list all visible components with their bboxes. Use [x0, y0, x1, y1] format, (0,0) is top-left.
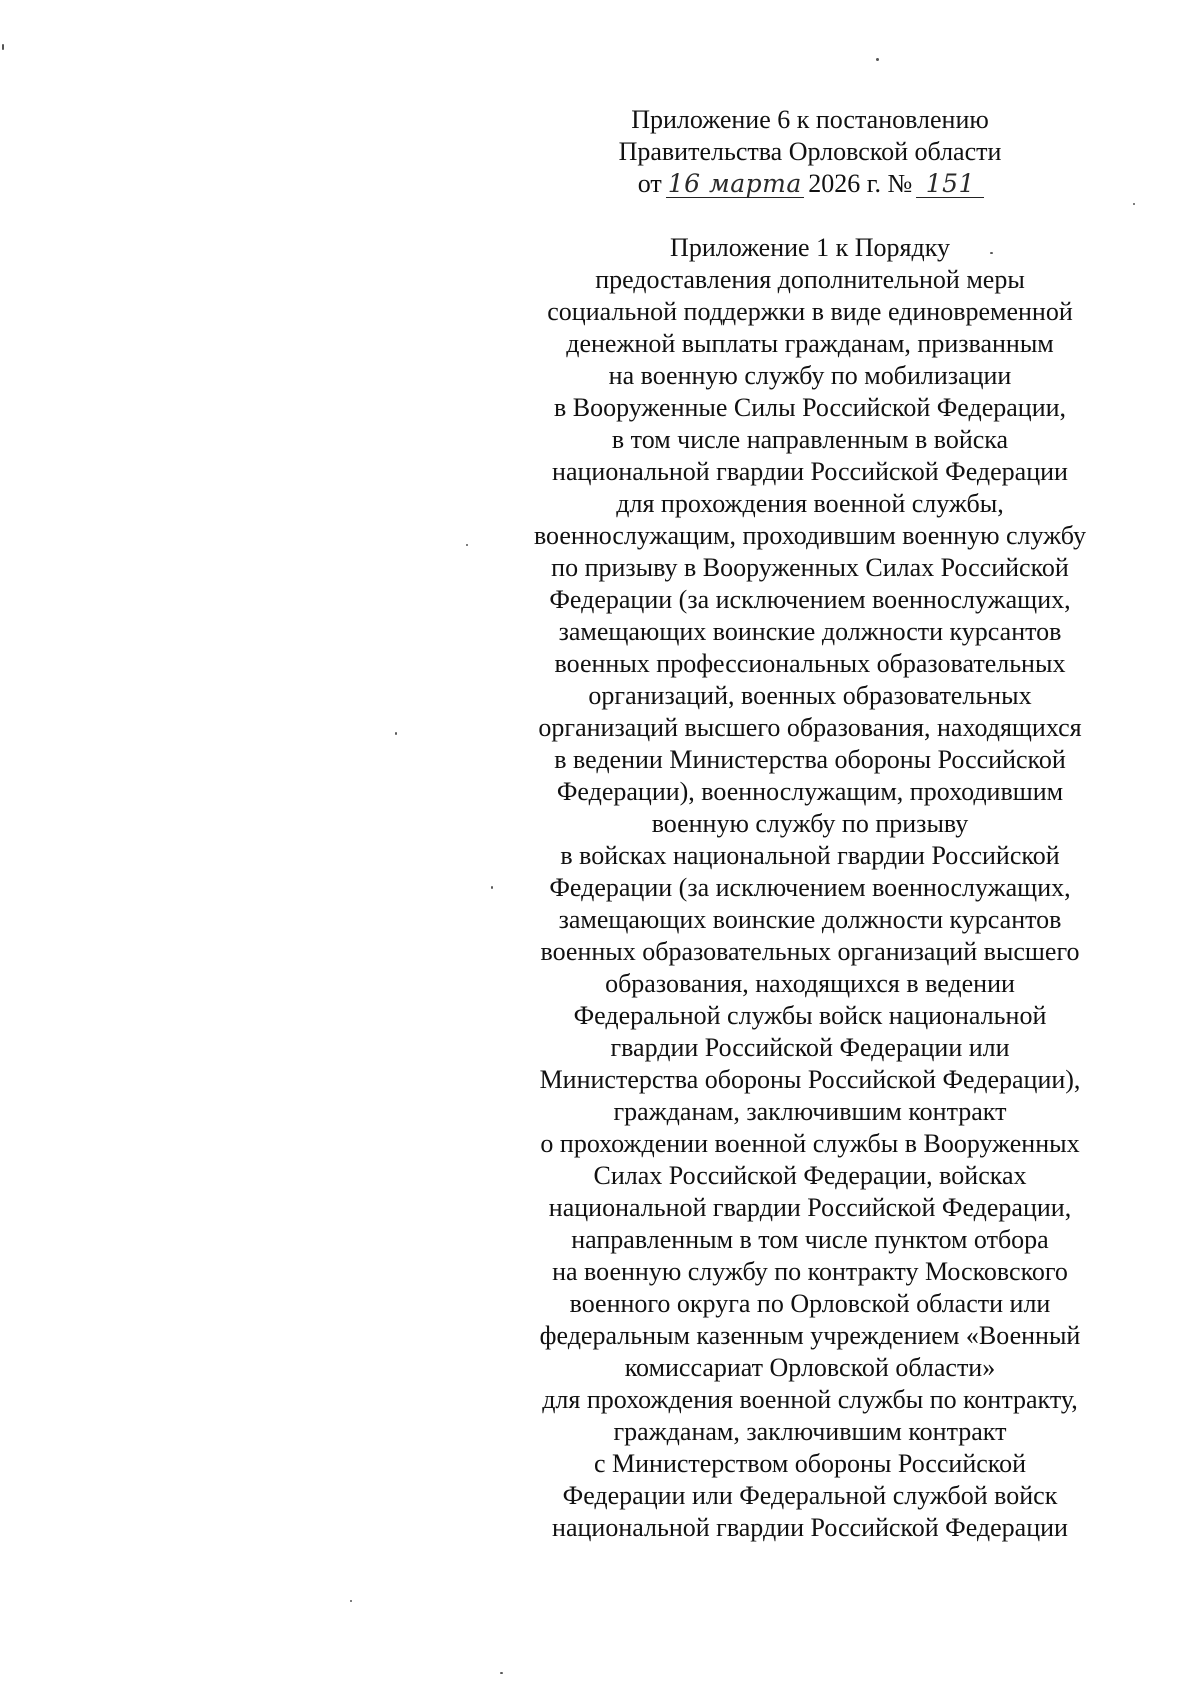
appendix-line: военную службу по призыву [651, 809, 969, 838]
appendix-line: военного округа по Орловской области или [569, 1289, 1051, 1318]
appendix-line: Федеральной службы войск национальной [573, 1001, 1047, 1030]
scan-speck [466, 544, 468, 546]
appendix-line: Силах Российской Федерации, войсках [593, 1161, 1027, 1190]
header-date-line [510, 168, 1110, 200]
appendix-line: образования, находящихся в ведении [605, 969, 1015, 998]
scan-speck [990, 252, 993, 254]
header-line-2: Правительства Орловской области [618, 137, 1002, 166]
appendix-line: организаций, военных образовательных [588, 681, 1032, 710]
scan-speck [500, 1672, 503, 1674]
appendix-line: Федерации (за исключением военнослужащих, [549, 585, 1071, 614]
appendix-line: организаций высшего образования, находящихся [538, 713, 1082, 742]
appendix-line: Федерации), военнослужащим, проходившим [556, 777, 1064, 806]
appendix-line: на военную службу по мобилизации [608, 361, 1012, 390]
appendix-line: гвардии Российской Федерации или [610, 1033, 1010, 1062]
appendix-title [510, 232, 1110, 1544]
appendix-line: в том числе направленным в войска [611, 425, 1009, 454]
handwritten-date: 16 марта [667, 169, 802, 198]
appendix-line: по призыву в Вооруженных Силах Российской [551, 553, 1069, 582]
handwritten-doc-number: 151 [918, 168, 982, 200]
scan-speck [1133, 203, 1135, 205]
appendix-line: гражданам, заключившим контракт [613, 1417, 1007, 1446]
date-year-suffix: 2026 г. № [808, 169, 913, 198]
appendix-line: направленным в том числе пунктом отбора [571, 1225, 1049, 1254]
appendix-line: военных образовательных организаций высшего [540, 937, 1080, 966]
appendix-line: национальной гвардии Российской Федерации [552, 1513, 1068, 1542]
appendix-line: для прохождения военной службы, [616, 489, 1004, 518]
appendix-line: замещающих воинские должности курсантов [558, 617, 1062, 646]
appendix-line: федеральным казенным учреждением «Военный [539, 1321, 1081, 1350]
appendix-line: с Министерством обороны Российской [593, 1449, 1027, 1478]
appendix-line: Приложение 1 к Порядку [670, 233, 950, 262]
scan-speck [491, 886, 493, 889]
date-prefix: от [637, 169, 662, 198]
appendix-line: военных профессиональных образовательных [554, 649, 1066, 678]
appendix-line: гражданам, заключившим контракт [613, 1097, 1007, 1126]
resolution-header [510, 104, 1110, 200]
appendix-line: о прохождении военной службы в Вооруженных [540, 1129, 1080, 1158]
appendix-line: комиссариат Орловской области» [624, 1353, 996, 1382]
appendix-line: национальной гвардии Российской Федерации, [548, 1193, 1072, 1222]
scan-speck [2, 44, 4, 50]
appendix-line: в войсках национальной гвардии Российской [560, 841, 1060, 870]
appendix-line: денежной выплаты гражданам, призванным [566, 329, 1054, 358]
appendix-line: Министерства обороны Российской Федерации), [539, 1065, 1081, 1094]
appendix-line: социальной поддержки в виде единовременной [547, 297, 1073, 326]
appendix-line: для прохождения военной службы по контракту, [542, 1385, 1078, 1414]
scan-speck [350, 1600, 352, 1602]
appendix-line: на военную службу по контракту Московского [552, 1257, 1068, 1286]
appendix-line: предоставления дополнительной меры [595, 265, 1025, 294]
header-line-1: Приложение 6 к постановлению [631, 105, 989, 134]
appendix-line: замещающих воинские должности курсантов [558, 905, 1062, 934]
appendix-line: в ведении Министерства обороны Российской [554, 745, 1066, 774]
appendix-line: Федерации (за исключением военнослужащих, [549, 873, 1071, 902]
scan-speck [876, 58, 879, 61]
scan-speck [395, 732, 397, 735]
appendix-line: Федерации или Федеральной службой войск [562, 1481, 1058, 1510]
appendix-line: военнослужащим, проходившим военную службу [533, 521, 1087, 550]
appendix-line: в Вооруженные Силы Российской Федерации, [553, 393, 1067, 422]
appendix-line: национальной гвардии Российской Федерации [552, 457, 1068, 486]
